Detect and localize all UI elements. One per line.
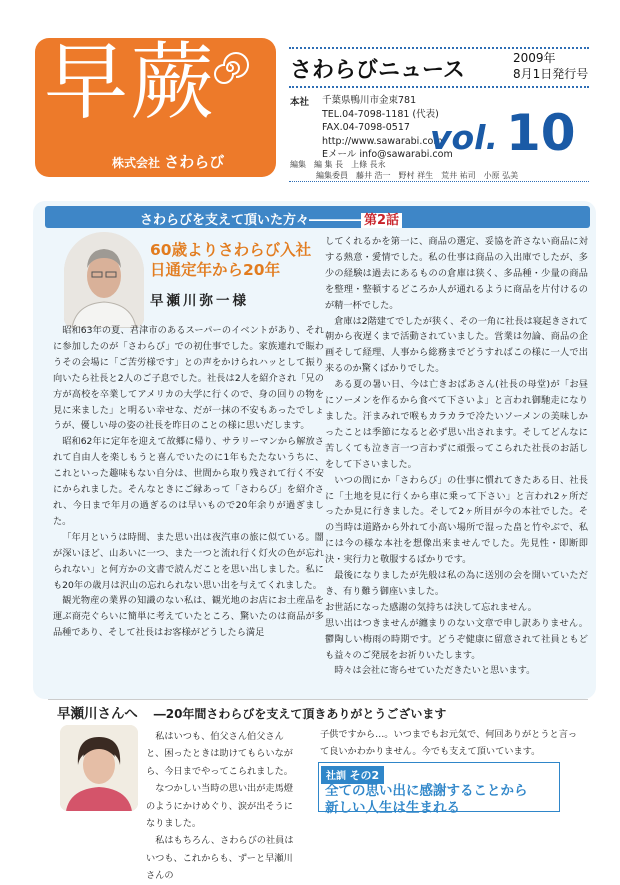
headline-line-1: 60歳よりさわらび入社 bbox=[150, 241, 312, 259]
logo-company-prefix: 株式会社 bbox=[112, 156, 161, 170]
article-paragraph: 昭和63年の夏、君津市のあるスーパーのイベントがあり、それに参加したのが「さわらび」での初仕事でした。家族連れで賑わうその会場に「ご苦労様です」との声をかけられハッとして振り向いたら社長と2人のご子息でした。社長は2人を紹介され「兄の方が高校を卒業してアメリカの大学に行くので、身の回りの物を見に来ました」と明るい幸せな、だが一抹の不安もあったでしょうが、優しい母の姿の社長を昨日のことの様に思いだします。 bbox=[53, 325, 324, 432]
section-title bbox=[140, 209, 402, 228]
section-part: 第2話 bbox=[361, 213, 402, 228]
newsletter-title: さわらびニュース bbox=[290, 58, 465, 83]
tribute-heading-sub: ―20年間さわらびを支えて頂きありがとうございます bbox=[153, 707, 447, 721]
article-paragraph: 昭和62年に定年を迎えて故郷に帰り、サラリーマンから解放されて自由人を楽しもうと喜んでいたのに1年もたたないうちに、これといった趣味もない自分は、世間から取り残されて行く不安にかられました。そんなときにご縁あって「さわらび」を紹介され、今日まで年月の過ぎるのは早いもので20年余りが過ぎました。 bbox=[53, 436, 324, 527]
article-paragraph: いつの間にか「さわらび」の仕事に慣れてきたある日、社長に「土地を見に行くから車に乗って下さい」と言われ2ヶ所だったか見に行きました。そして2ヶ所目が今の本社でした。その当時は道路から外れて小高い場所で湿った畠と竹やぶで、私には今の様な本社を想像出来ませんでした。先見性・即断即決・実行力と敬服するばかりです。 bbox=[325, 474, 588, 566]
logo-title: 早蕨 bbox=[44, 33, 217, 131]
tribute-heading-main: 早瀬川さんへ bbox=[57, 706, 138, 722]
tribute-paragraph: なつかしい当時の思い出が走馬燈のようにかけめぐり、涙が出そうになりました。 bbox=[146, 783, 293, 830]
editorial-credits bbox=[290, 159, 518, 181]
section-title-text: さわらびを支えて頂いた方々 bbox=[140, 213, 310, 228]
article-headline bbox=[150, 240, 311, 280]
volume-number: 10 bbox=[506, 104, 576, 162]
article-column-right bbox=[325, 234, 588, 679]
tribute-paragraph: 私はもちろん、さわらびの社員はいつも、これからも、ずーと早瀬川さんの bbox=[146, 835, 294, 882]
article-paragraph: してくれるかを第一に、商品の選定、妥協を許さない商品に対する熱意・愛情でした。私の仕事は商品の入出庫でしたが、多少の経験は過去にあるものの倉庫は狭く、多品種・少量の商品を整理・整頓するどころか人が通れるように商品を片付けるのが精一杯でした。 bbox=[325, 236, 588, 311]
tribute-paragraph: 子供ですから…。いつまでもお元気で、何回ありがとうと言って良いかわかりません。今でも支えて頂いています。 bbox=[320, 729, 578, 758]
section-title-dash: ―――― bbox=[309, 213, 362, 228]
logo-company bbox=[112, 151, 224, 172]
volume-badge bbox=[430, 104, 600, 162]
motto-number: その2 bbox=[349, 769, 380, 782]
portrait-photo-man bbox=[64, 232, 144, 328]
person-name: 早瀬川弥一様 bbox=[150, 293, 249, 309]
portrait-man-icon bbox=[64, 232, 144, 328]
address-label: 本社 bbox=[290, 97, 310, 108]
motto-tag bbox=[321, 766, 384, 784]
header-divider-bottom bbox=[289, 181, 589, 182]
website-link[interactable]: http://www.sawarabi.com bbox=[322, 135, 443, 147]
portrait-photo-woman bbox=[60, 725, 138, 811]
email-link[interactable]: Eメール info@sawarabi.com bbox=[322, 149, 453, 160]
article-paragraph: 観光物産の業界の知識のない私は、観光地のお店にお土産品を運ぶ商売ぐらいに簡単に考えていたところ、驚いたのは商品が多品種であり、そして社長はお客様がどうしたら満足 bbox=[53, 595, 324, 639]
phone-line: TEL.04-7098-1181 (代表) bbox=[322, 108, 439, 120]
article-paragraph: 倉庫は2階建てでしたが狭く、その一角に社長は寝起きされて朝から夜遅くまで活動されていました。営業は勿論、商品の企画そして経理、人事から総務までどうすればこの様に一人で出来るのか驚くばかりでした。 bbox=[325, 315, 588, 375]
company-motto-box bbox=[318, 762, 560, 816]
tribute-paragraph: 私はいつも、伯父さん伯父さんと、困ったときは助けてもらいながら、今日までやってこられました。 bbox=[146, 731, 293, 777]
article-paragraph: 時々は会社に寄らせていただきたいと思います。 bbox=[334, 665, 536, 677]
article-paragraph: お世話になった感謝の気持ちは決して忘れません。 bbox=[325, 601, 537, 613]
article-paragraph: ある夏の暑い日、今は亡きおばあさん(社長の母堂)が「お昼にソーメンを作るから食べて下さいよ」と言われ御馳走になりました。汗まみれで喉もカラカラで冷たいソーメンの美味しかったことは季節になると必ず思い出されます。そしてどんなに苦しくても泣き言一つ言わずに頑張ってこられた社長のお話しをして下さいました。 bbox=[325, 379, 588, 470]
tribute-column-left bbox=[146, 728, 300, 885]
tribute-divider bbox=[48, 699, 588, 700]
article-column-left bbox=[53, 323, 324, 641]
fax-line: FAX.04-7098-0517 bbox=[322, 122, 410, 133]
article-paragraph: 最後になりましたが先般は私の為に送別の会を開いていただき、有り難う御座いました。 bbox=[325, 570, 588, 597]
header-divider-top bbox=[289, 47, 589, 49]
logo-company-name: さわらび bbox=[164, 153, 225, 171]
issue-day: 8月1日発行号 bbox=[513, 67, 589, 81]
issue-date bbox=[513, 50, 588, 82]
article-paragraph: 思い出はつきませんが纏まりのない文章で申し訳ありません。鬱陶しい梅雨の時期です。どうぞ健康に留意されて社員ともども益々のご発展をお祈りいたします。 bbox=[325, 617, 588, 661]
volume-label: vol. bbox=[430, 118, 499, 157]
portrait-woman-icon bbox=[60, 725, 138, 811]
motto-label: 社訓 bbox=[326, 771, 346, 782]
headline-line-2: 日通定年から20年 bbox=[150, 261, 281, 279]
address-line: 千葉県鴨川市金束781 bbox=[322, 95, 417, 106]
spiral-ornament-icon bbox=[210, 48, 250, 88]
tribute-column-right bbox=[320, 726, 582, 761]
tribute-heading bbox=[57, 702, 446, 722]
editor-label: 編集 bbox=[290, 160, 306, 169]
motto-line-1: 全ての思い出に感謝することから bbox=[325, 783, 528, 799]
header-divider-mid bbox=[289, 86, 589, 88]
issue-year: 2009年 bbox=[513, 51, 556, 65]
editor-members: 編集委員 藤井 浩一 野村 祥生 荒井 祐司 小原 弘美 bbox=[316, 171, 519, 180]
article-paragraph: 「年月というは時間、また思い出は夜汽車の旅に似ている。闇が深いほど、山あいに一つ、また一つと流れ行く灯火の色が忘れられない」と何方かの文書で読んだことを思い出しました。私にも20年の歳月は沢山の忘れられない思い出を与えてくれました。 bbox=[53, 531, 324, 591]
motto-text bbox=[325, 783, 528, 817]
motto-line-2: 新しい人生は生まれる bbox=[325, 800, 460, 816]
editor-chief: 編 集 長 上條 長永 bbox=[314, 160, 386, 169]
